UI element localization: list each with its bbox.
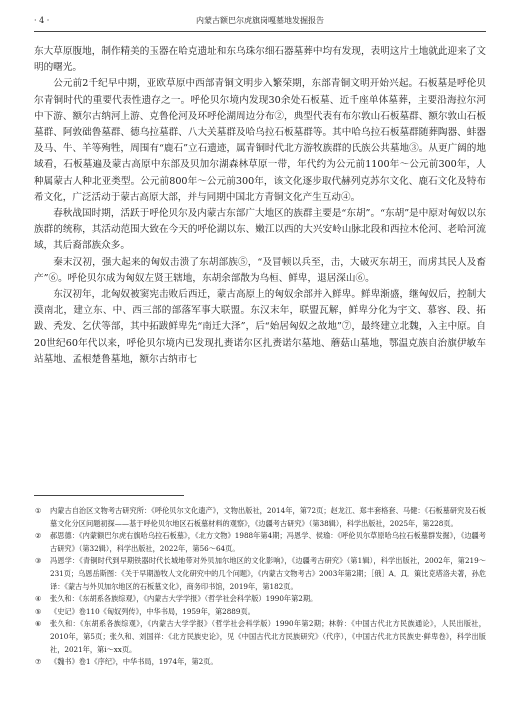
footnote-number: ⑦ bbox=[35, 657, 42, 667]
footnote-number: ⑤ bbox=[35, 606, 42, 616]
footnote-item bbox=[34, 530, 486, 555]
footnote-text: 《史记》卷110《匈奴列传》，中华书局，1959年，第2889页。 bbox=[50, 606, 255, 616]
paragraph: 春秋战国时期，活跃于呼伦贝尔及内蒙古东部广大地区的族群主要是“东胡”。“东胡”是中原对匈奴以东族群的统称，其活动范围大致在今天的呼伦湖以东、嫩江以西的大兴安岭山脉北段和西拉木伦河、老哈河流域，其后裔部族众多。 bbox=[34, 208, 486, 252]
page-number: · 4 · bbox=[34, 16, 50, 25]
footnote-item bbox=[34, 618, 486, 656]
paragraph: 公元前2千纪早中期，亚欧草原中西部青铜文明步入繁荣期，东部青铜文明开始兴起。石板墓是呼伦贝尔青铜时代的重要代表性遗存之一。呼伦贝尔境内发现30余处石板墓、近千座单体墓葬，主要沿海拉尔河中下游、额尔古纳河上游、克鲁伦河及环呼伦湖周边分布②，典型代表有布尔敦山石板墓群、额尔敦山石板墓群、阿敦础鲁墓群、德乌拉墓群、八大关墓群及哈乌拉石板墓群等。其中哈乌拉石板墓群随葬陶器、蚌器及马、牛、羊等殉牲，周围有“鹿石”立石遗迹，属青铜时代北方游牧族群的氏族公共墓地③。从更广阔的地域看，石板墓遍及蒙古高原中东部及贝加尔湖森林草原一带，年代约为公元前1100年～公元前300年，人种属蒙古人种北亚类型。公元前800年～公元前300年，该文化逐步取代赫列克苏尔文化、鹿石文化及特布希文化，广泛活动于蒙古高原大部，并与同期中国北方青铜文化产生互动④。 bbox=[34, 78, 486, 203]
footnote-text: 张久和：《东胡系各族综观》，《内蒙古大学学报》（哲学社会科学版）1990年第2期。 bbox=[50, 594, 318, 604]
footnote-number: ① bbox=[35, 506, 42, 515]
body-text bbox=[34, 44, 486, 368]
footnote-item bbox=[34, 606, 486, 619]
running-title: 内蒙古额巴尔虎旗岗嘎墓地发掘报告 bbox=[196, 16, 324, 25]
footnote-item bbox=[34, 555, 486, 593]
footnote-item bbox=[34, 505, 486, 530]
paragraph: 东汉初年，北匈奴被窦宪击败后西迁，蒙古高原上的匈奴余部并入鲜卑。鲜卑渐盛，继匈奴后，控制大漠南北，建立东、中、西三部的部落军事大联盟。东汉末年，联盟瓦解，鲜卑分化为宇文、慕容、段、拓跋、秃发、乞伏等部，其中拓跋鲜卑先“南迁大泽”，后“始居匈奴之故地”⑦，最终建立北魏，入主中原。自20世纪60年代以来，呼伦贝尔境内已发现扎赉诺尔区扎赉诺尔墓地、蘑菇山墓地，鄂温克族自治旗伊敏车站墓地、孟根楚鲁墓地，额尔古纳市七 bbox=[34, 289, 486, 365]
footnote-item bbox=[34, 656, 486, 669]
paragraph: 秦末汉初，强大起来的匈奴击溃了东胡部族⑤，“及冒顿以兵至，击，大破灭东胡王，而虏其民人及畜产”⑥。呼伦贝尔成为匈奴左贤王辖地，东胡余部散为乌桓、鲜卑，退居深山⑥。 bbox=[34, 256, 486, 284]
footnote-text: 冯恩学：《青铜时代到早期铁器时代长城地带对外贝加尔地区的文化影响》，《边疆考古研究》（第1辑），科学出版社，2002年，第219～231页；乌恩岳斯图：《关于早期游牧人文化研究中的几个问题》，《内蒙古文物考古》2003年第2期；［俄］A．Д．策比克塔洛夫著，孙危译：《蒙古与外贝加尔地区的石板墓文化》，商务印书馆，2019年，第182页。 bbox=[50, 556, 486, 591]
footnote-number: ② bbox=[35, 531, 42, 541]
footnotes bbox=[34, 505, 486, 669]
footnote-divider bbox=[34, 495, 184, 496]
footnote-number: ⑥ bbox=[35, 619, 42, 629]
footnote-text: 张久和：《东胡系各族综观》，《内蒙古大学学报》（哲学社会科学版）1990年第2期；林幹：《中国古代北方民族通论》，人民出版社，2010年，第5页；张久和、刘国祥：《北方民族史论》，见《中国古代北方民族研究》（代序），《中国古代北方民族史·鲜卑卷》，科学出版社，2021年，第i～xx页。 bbox=[50, 619, 486, 654]
footnote-number: ③ bbox=[35, 556, 42, 566]
footnote-item bbox=[34, 593, 486, 606]
running-header bbox=[34, 14, 486, 28]
footnote-text: 《魏书》卷1《序纪》，中华书局，1974年，第2页。 bbox=[50, 657, 218, 667]
footnote-text: 内蒙古自治区文物考古研究所：《呼伦贝尔文化遗产》，文物出版社，2014年，第72页；赵龙江、郑丰套格套、马健：《石板墓研究及石板墓文化分区问题初探——基于呼伦贝尔地区石板墓材料的观察》，《边疆考古研究》（第38辑），科学出版社，2025年，第228页。 bbox=[50, 506, 486, 528]
header-divider bbox=[34, 31, 486, 32]
paragraph: 东大草原腹地，制作精美的玉器在哈克遗址和东乌珠尔细石器墓葬中均有发现，表明这片土地就此迎来了文明的曙光。 bbox=[34, 46, 486, 74]
footnote-text: 郝思德：《内蒙额巴尔虎右旗哈乌拉石板墓》，《北方文物》1988年第4期；冯恩学、侯瑜：《呼伦贝尔草原哈乌拉石板墓群发掘》，《边疆考古研究》（第32辑），科学出版社，2022年，第56～64页。 bbox=[50, 531, 486, 553]
footnote-number: ④ bbox=[35, 594, 42, 604]
